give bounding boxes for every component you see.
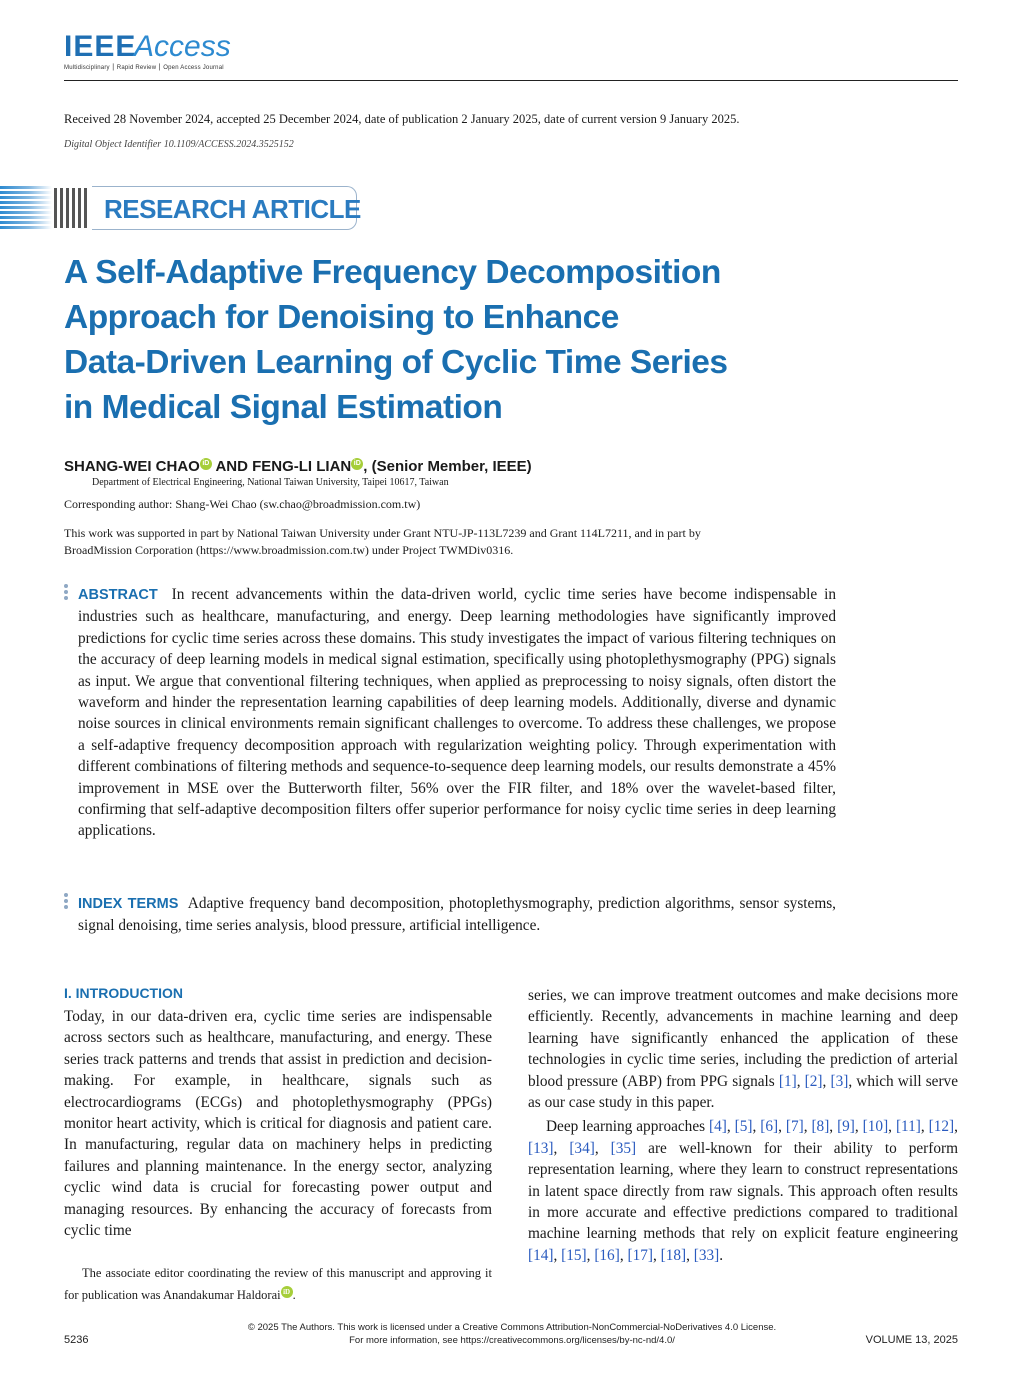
citation-link[interactable]: [4] (709, 1118, 727, 1136)
citation-link[interactable]: [33] (693, 1246, 720, 1264)
citation-link[interactable]: [3] (830, 1072, 849, 1090)
author-line (64, 458, 532, 475)
title-line: Data-Driven Learning of Cyclic Time Series (64, 344, 728, 381)
intro-column-right (528, 985, 958, 1266)
header-rule (64, 80, 958, 81)
index-terms-dots-icon (64, 893, 68, 911)
index-terms-label: INDEX TERMS (78, 896, 179, 912)
doi-line: Digital Object Identifier 10.1109/ACCESS.2024.3525152 (64, 139, 294, 150)
journal-logo-ieee: IEEE (64, 30, 137, 63)
title-line: Approach for Denoising to Enhance (64, 299, 619, 336)
orcid-icon[interactable]: iD (200, 458, 212, 470)
citation-link[interactable]: [18] (660, 1246, 687, 1264)
citation-link[interactable]: [16] (594, 1246, 620, 1264)
citation-link[interactable]: [9] (837, 1118, 855, 1136)
orcid-icon[interactable]: iD (281, 1286, 293, 1298)
abstract-label: ABSTRACT (78, 587, 158, 603)
title-line: in Medical Signal Estimation (64, 389, 503, 426)
citation-link[interactable]: [14] (528, 1246, 554, 1264)
volume-label: VOLUME 13, 2025 (865, 1334, 958, 1346)
citation-link[interactable]: [34] (569, 1139, 595, 1157)
page-number: 5236 (64, 1334, 89, 1346)
author-membership: , (Senior Member, IEEE) (363, 458, 532, 475)
intro-paragraph: Today, in our data-driven era, cyclic time series are indispensable across sectors such as healthcare, manufacturing, and energy. These series track patterns and trends that assist in prediction and decision-making. For example, in healthcare, signals such as electrocardiograms (ECGs) and photoplethysmography (PPGs) monitor heart activity, which is critical for diagnosis and patient care. In manufacturing, regular data on machinery helps in predicting failures and planning maintenance. In the energy sector, analyzing cyclic wind data is crucial for forecasting power output and managing resources. By enhancing the accuracy of forecasts from cyclic time (64, 1008, 492, 1240)
intro-paragraph: series, we can improve treatment outcomes and make decisions more efficiently. Recently, advancements in machine learning and deep learning have significantly enhanced the application of these technologies in cyclic time series, including the prediction of arterial blood pressure (ABP) from PPG signals [1], [2], [3], which will serve as our case study in this paper. (528, 987, 958, 1112)
abstract (78, 584, 836, 842)
citation-link[interactable]: [15] (561, 1246, 587, 1264)
title-line: A Self-Adaptive Frequency Decomposition (64, 254, 721, 291)
intro-paragraph: Deep learning approaches [4], [5], [6], [7], [8], [9], [10], [11], [12], [13], [34], [35] are well-known for their ability to perform representation learning, where they learn to construct representations in latent space directly from raw signals. This approach often results in more accurate and effective predictions compared to traditional machine learning methods that rely on explicit feature engineering [14], [15], [16], [17], [18], [33]. (528, 1118, 958, 1264)
citation-link[interactable]: [12] (928, 1118, 955, 1136)
funding-note (64, 525, 824, 558)
citation-link[interactable]: [11] (895, 1118, 921, 1136)
citation-link[interactable]: [35] (610, 1139, 637, 1157)
intro-column-left (64, 1006, 492, 1241)
citation-link[interactable]: [5] (734, 1118, 753, 1136)
citation-link[interactable]: [13] (528, 1139, 554, 1157)
article-type-label: RESEARCH ARTICLE (104, 194, 361, 224)
citation-link[interactable]: [8] (811, 1118, 830, 1136)
abstract-text: In recent advancements within the data-driven world, cyclic time series have become indispensable in industries such as healthcare, manufacturing, and energy. Deep learning methodologies have significantly improved predictions for cyclic time series across these domains. This study investigates the impact of various filtering techniques on the accuracy of deep learning models in medical signal estimation, specifically using photoplethysmography (PPG) signals as input. We argue that conventional filtering techniques, when applied as preprocessing to noisy signals, often distort the waveform and hinder the representation learning capabilities of deep learning models. Additionally, diverse and dynamic noise sources in clinical environments remain significant challenges to overcome. To address these challenges, we propose a self-adaptive frequency decomposition approach with regularization weighting policy. Through experimentation with different combinations of filtering methods and sequence-to-sequence deep learning models, our results demonstrate a 45% improvement in MSE over the Butterworth filter, 56% over the FIR filter, and 18% over the wavelet-based filter, confirming that self-adaptive decomposition filters offer superior performance for noisy cyclic time series in deep learning applications. (78, 586, 836, 840)
index-terms-text: Adaptive frequency band decomposition, photoplethysmography, prediction algorithms, sensor systems, signal denoising, time series analysis, blood pressure, artificial intelligence. (78, 895, 836, 935)
citation-link[interactable]: [2] (804, 1072, 823, 1090)
paper-title (64, 250, 784, 430)
abstract-dots-icon (64, 584, 68, 602)
citation-link[interactable]: [17] (627, 1246, 653, 1264)
section-heading: I. INTRODUCTION (64, 985, 183, 1001)
citation-link[interactable]: [6] (760, 1118, 779, 1136)
license-line: © 2025 The Authors. This work is licensed under a Creative Commons Attribution-NonCommercial-NoDerivatives 4.0 License. (247, 1322, 777, 1333)
funding-line: BroadMission Corporation (https://www.broadmission.com.tw) under Project TWMDiv0316. (64, 542, 514, 557)
received-dates: Received 28 November 2024, accepted 25 December 2024, date of publication 2 January 2025, date of current version 9 January 2025. (64, 112, 740, 126)
citation-link[interactable]: [10] (862, 1118, 889, 1136)
citation-link[interactable]: [1] (778, 1072, 797, 1090)
affiliation: Department of Electrical Engineering, National Taiwan University, Taipei 10617, Taiwan (92, 477, 449, 488)
orcid-icon[interactable]: iD (351, 458, 363, 470)
journal-tagline: Multidisciplinary ⎮ Rapid Review ⎮ Open Access Journal (64, 65, 224, 71)
editor-footnote: The associate editor coordinating the review of this manuscript and approving it for publication was Anandakumar Haldorai iD . (64, 1266, 492, 1302)
index-terms (78, 893, 836, 937)
journal-logo-access: Access (134, 30, 231, 63)
banner-stripes-graphic (0, 186, 92, 230)
license-link[interactable]: For more information, see https://creativecommons.org/licenses/by-nc-nd/4.0/ (349, 1335, 675, 1346)
author-2[interactable]: AND FENG-LI LIAN (211, 458, 352, 475)
citation-link[interactable]: [7] (785, 1118, 804, 1136)
funding-line: This work was supported in part by National Taiwan University under Grant NTU-JP-113L7239 and Grant 114L7211, and in part by (64, 526, 701, 540)
author-1[interactable]: SHANG-WEI CHAO (64, 458, 200, 475)
corresponding-author: Corresponding author: Shang-Wei Chao (sw.chao@broadmission.com.tw) (64, 497, 421, 511)
